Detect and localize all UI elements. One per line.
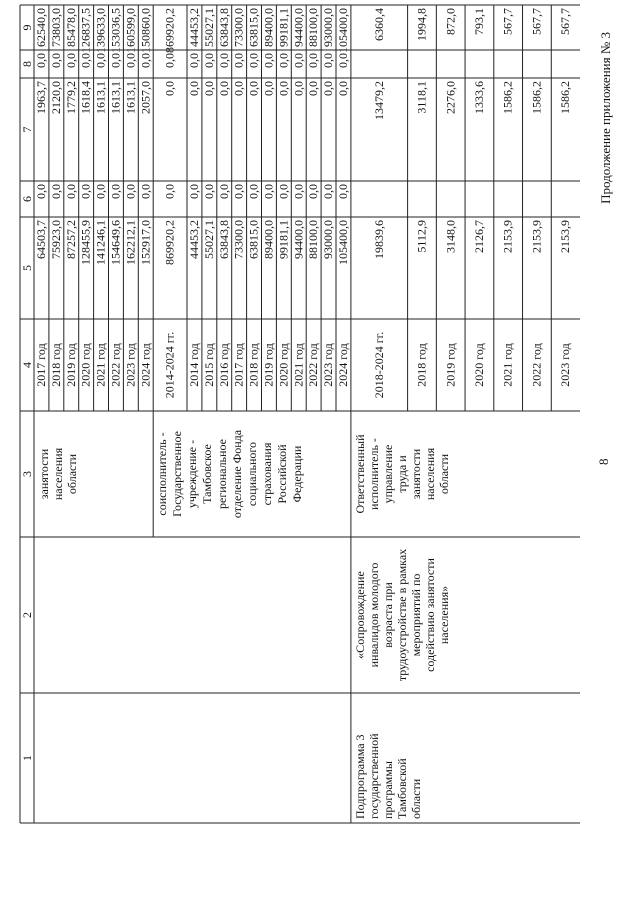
- section-b-row-6-year: 2020 год: [276, 343, 291, 387]
- section-a-row-1-col5: 75923,0: [48, 220, 63, 259]
- section-b-row-0-col5: 44453,2: [187, 220, 201, 259]
- section-c-row-3-year: 2021 год: [500, 343, 515, 387]
- section-b-row-4-col7: 0,0: [246, 81, 261, 96]
- section-a-row-6-col9: 160599,0: [123, 8, 138, 53]
- section-b-executor-line-8: Российской: [275, 444, 290, 504]
- section-a-row-1-col8: 0,0: [48, 53, 63, 68]
- section-b-row-5-col5: 89400,0: [261, 220, 276, 259]
- section-c-row-2-col7: 1333,6: [471, 81, 486, 114]
- section-b-row-8-col7: 0,0: [306, 81, 321, 96]
- section-c-row-3-col7: 1586,2: [500, 81, 515, 114]
- section-a-row-5-col8: 0,0: [108, 53, 123, 68]
- section-b-row-6-col8: 0,0: [276, 53, 291, 68]
- section-b-row-4-year: 2018 год: [246, 343, 261, 387]
- section-c-row-3-col9: 567,7: [500, 8, 515, 35]
- section-a-row-1-col7: 2120,0: [48, 81, 63, 114]
- section-b-row-10-col8: 0,0: [336, 53, 350, 68]
- section-b-row-5-col8: 0,0: [261, 53, 276, 68]
- section-b-row-9-col8: 0,0: [321, 53, 336, 68]
- section-b-row-7-col5: 94400,0: [291, 220, 306, 259]
- section-a-row-7-col9: 150860,0: [138, 8, 153, 53]
- section-a-row-7-col8: 0,0: [138, 53, 153, 68]
- appendix-title: Продолжение приложения № 3: [598, 32, 613, 204]
- section-a-row-1-col9: 73803,0: [48, 8, 63, 47]
- section-a-row-4-col7: 1613,1: [93, 81, 108, 114]
- section-b-row-8-col9: 88100,0: [306, 8, 321, 47]
- section-b-row-2-col7: 0,0: [216, 81, 231, 96]
- section-b-row-6-col7: 0,0: [276, 81, 291, 96]
- section-b-executor-line-1: Государственное: [170, 431, 185, 517]
- section-a-row-3-year: 2020 год: [78, 343, 93, 387]
- section-b-row-2-year: 2016 год: [216, 343, 231, 387]
- section-b-row-10-year: 2024 год: [336, 343, 350, 387]
- section-b-row-4-col6: 0,0: [246, 184, 261, 199]
- column-header-5: 5: [20, 265, 34, 271]
- section-b-row-3-col5: 73300,0: [231, 220, 246, 259]
- section-c-program-line-0: Подпрограмма 3: [352, 734, 367, 819]
- section-c-title-line-1: инвалидов молодого: [366, 562, 381, 668]
- section-c-executor-line-1: исполнитель -: [366, 438, 381, 510]
- section-c-title-line-4: мероприятий по: [408, 573, 423, 657]
- section-b-row-2-col8: 0,0: [216, 53, 231, 68]
- section-b-row-3-year: 2017 год: [231, 343, 246, 387]
- column-header-6: 6: [20, 196, 34, 202]
- section-a-row-2-col7: 1779,2: [63, 81, 78, 114]
- section-a-row-5-year: 2022 год: [108, 343, 123, 387]
- section-a-row-0-year: 2017 год: [34, 343, 48, 387]
- section-a-row-7-col6: 0,0: [138, 184, 153, 199]
- section-c-row-2-col9: 793,1: [471, 8, 486, 35]
- section-a-executor-line-2: области: [65, 453, 79, 495]
- section-b-row-7-col7: 0,0: [291, 81, 306, 96]
- section-b-row-5-col7: 0,0: [261, 81, 276, 96]
- section-b-row-3-col7: 0,0: [231, 81, 246, 96]
- section-a-row-6-col7: 1613,1: [123, 81, 138, 114]
- section-b-executor-line-4: региональное: [215, 439, 230, 509]
- section-a-row-2-col9: 85478,0: [63, 8, 78, 47]
- section-c-executor-line-4: занятости: [408, 448, 423, 500]
- section-c-row-1-col7: 2276,0: [443, 81, 458, 114]
- section-a-row-2-col8: 0,0: [63, 53, 78, 68]
- section-a-row-4-col5: 141246,1: [93, 220, 108, 265]
- section-b-row-8-col6: 0,0: [306, 184, 321, 199]
- section-c-title-line-2: возраста при: [380, 582, 395, 648]
- section-b-row-5-col9: 89400,0: [261, 8, 276, 47]
- section-a-row-0-col6: 0,0: [34, 184, 48, 199]
- section-b-row-3-col9: 73300,0: [231, 8, 246, 47]
- section-b-row-0-col9: 44453,2: [187, 8, 201, 47]
- section-b-row-9-col9: 93000,0: [321, 8, 336, 47]
- section-b-row-9-col7: 0,0: [321, 81, 336, 96]
- section-c-row-5-col7: 1586,2: [558, 81, 573, 114]
- section-c-row-0-col7: 3118,1: [414, 81, 429, 114]
- section-a-row-4-col6: 0,0: [93, 184, 108, 199]
- section-c-row-2-col5: 2126,7: [471, 220, 486, 253]
- section-c-row-4-col9: 567,7: [529, 8, 544, 35]
- section-b-row-10-col7: 0,0: [336, 81, 350, 96]
- section-b-row-6-col6: 0,0: [276, 184, 291, 199]
- section-a-row-5-col9: 153036,5: [108, 8, 123, 53]
- section-b-executor-line-0: соисполнитель -: [155, 432, 170, 516]
- section-a-row-3-col5: 128455,9: [78, 220, 93, 265]
- section-c-row-3-col5: 2153,9: [500, 220, 515, 253]
- section-b-executor-line-3: Тамбовское: [200, 444, 215, 504]
- section-c-title-line-5: содействию занятости: [422, 558, 437, 672]
- section-b-total-col5: 869920,2: [162, 220, 177, 265]
- section-b-row-8-col5: 88100,0: [306, 220, 321, 259]
- section-b-row-10-col9: 105400,0: [336, 8, 350, 53]
- section-c-row-0-year: 2018 год: [414, 343, 429, 387]
- section-b-row-0-col7: 0,0: [187, 81, 201, 96]
- section-c-row-4-col5: 2153,9: [529, 220, 544, 253]
- section-a-row-4-col9: 139633,0: [93, 8, 108, 53]
- column-header-9: 9: [20, 24, 34, 31]
- section-a-row-7-year: 2024 год: [138, 343, 153, 387]
- section-a-row-0-col5: 64503,7: [34, 220, 48, 259]
- section-b-row-3-col8: 0,0: [231, 53, 246, 68]
- section-b-total-col7: 0,0: [162, 81, 177, 96]
- section-b-executor-line-5: отделение Фонда: [230, 429, 245, 519]
- section-b-row-10-col6: 0,0: [336, 184, 350, 199]
- column-header-8: 8: [20, 61, 34, 67]
- section-a-row-7-col7: 2057,0: [138, 81, 153, 114]
- section-c-total-col5: 19839,6: [371, 220, 386, 259]
- section-a-row-1-year: 2018 год: [48, 343, 63, 387]
- section-a-executor-line-0: занятости: [37, 448, 51, 500]
- section-b-row-4-col5: 63815,0: [246, 220, 261, 259]
- section-b-executor-line-7: страхования: [260, 442, 275, 506]
- section-b-total-col8: 0,0: [162, 53, 177, 68]
- section-b-row-7-col9: 94400,0: [291, 8, 306, 47]
- section-a-row-3-col7: 1618,4: [78, 81, 93, 114]
- section-a-row-2-col6: 0,0: [63, 184, 78, 199]
- section-b-row-1-year: 2015 год: [201, 343, 216, 387]
- section-c-row-2-year: 2020 год: [471, 343, 486, 387]
- section-c-title-line-6: населения»: [436, 585, 451, 645]
- section-a-row-4-year: 2021 год: [93, 343, 108, 387]
- section-b-row-2-col5: 63843,8: [216, 220, 231, 259]
- section-b-row-0-col6: 0,0: [187, 184, 201, 199]
- section-b-row-3-col6: 0,0: [231, 184, 246, 199]
- section-c-row-1-year: 2019 год: [443, 343, 458, 387]
- column-header-4: 4: [20, 362, 34, 368]
- section-b-row-8-col8: 0,0: [306, 53, 321, 68]
- section-b-row-6-col5: 99181,1: [276, 220, 291, 259]
- section-b-executor-line-6: социального: [245, 441, 260, 507]
- section-c-row-4-year: 2022 год: [529, 343, 544, 387]
- section-c-row-0-col9: 1994,8: [414, 8, 429, 41]
- section-c-program-line-1: государственной: [366, 733, 381, 819]
- section-b-row-1-col6: 0,0: [201, 184, 216, 199]
- section-c-title-line-0: «Сопровождение: [352, 571, 367, 659]
- section-b-row-5-year: 2019 год: [261, 343, 276, 387]
- section-c-total-col9: 6360,4: [371, 8, 386, 41]
- section-c-program-line-3: Тамбовской: [394, 758, 409, 819]
- section-b-row-1-col7: 0,0: [201, 81, 216, 96]
- column-header-2: 2: [20, 612, 34, 618]
- section-b-total-col9: 869920,2: [162, 8, 177, 53]
- section-b-executor-line-2: учреждение -: [185, 439, 200, 509]
- section-c-row-1-col9: 872,0: [443, 8, 458, 35]
- section-b-row-0-col8: 0,0: [187, 53, 201, 68]
- section-a-row-5-col5: 154649,6: [108, 220, 123, 265]
- section-c-row-1-col5: 3148,0: [443, 220, 458, 253]
- section-c-executor-line-6: области: [436, 453, 451, 495]
- section-b-row-0-year: 2014 год: [187, 343, 201, 387]
- section-c-executor-line-5: населения: [422, 447, 437, 501]
- section-b-row-10-col5: 105400,0: [336, 220, 350, 265]
- section-a-row-1-col6: 0,0: [48, 184, 63, 199]
- section-a-row-6-col5: 162212,1: [123, 220, 138, 265]
- section-c-executor-line-3: труда и: [394, 455, 409, 493]
- section-a-row-3-col6: 0,0: [78, 184, 93, 199]
- section-c-executor-line-2: управление: [380, 444, 395, 504]
- section-a-row-6-year: 2023 год: [123, 343, 138, 387]
- section-a-executor-line-1: населения: [51, 447, 65, 501]
- section-a-row-3-col8: 0,0: [78, 53, 93, 68]
- section-a-row-2-year: 2019 год: [63, 343, 78, 387]
- column-header-1: 1: [20, 755, 34, 761]
- section-c-row-4-col7: 1586,2: [529, 81, 544, 114]
- section-a-row-7-col5: 152917,0: [138, 220, 153, 265]
- section-b-row-5-col6: 0,0: [261, 184, 276, 199]
- section-c-executor-line-0: Ответственный: [352, 434, 367, 514]
- section-b-row-1-col8: 0,0: [201, 53, 216, 68]
- section-b-row-7-col6: 0,0: [291, 184, 306, 199]
- section-b-row-2-col9: 63843,8: [216, 8, 231, 47]
- section-b-row-8-year: 2022 год: [306, 343, 321, 387]
- section-b-row-1-col9: 55027,1: [201, 8, 216, 47]
- section-c-total-year: 2018-2024 гг.: [371, 331, 386, 399]
- section-b-row-9-year: 2023 год: [321, 343, 336, 387]
- section-b-row-9-col6: 0,0: [321, 184, 336, 199]
- section-a-row-4-col8: 0,0: [93, 53, 108, 68]
- column-header-3: 3: [20, 471, 34, 477]
- section-b-row-4-col9: 63815,0: [246, 8, 261, 47]
- section-b-row-1-col5: 55027,1: [201, 220, 216, 259]
- section-a-row-6-col6: 0,0: [123, 184, 138, 199]
- section-c-row-5-col9: 567,7: [558, 8, 573, 35]
- section-c-program-line-4: области: [408, 778, 423, 819]
- section-a-row-0-col9: 62540,0: [34, 8, 48, 47]
- section-c-row-5-col5: 2153,9: [558, 220, 573, 253]
- section-c-title-line-3: трудоустройстве в рамках: [394, 548, 409, 682]
- section-a-row-0-col7: 1963,7: [34, 81, 48, 114]
- section-c-program-line-2: программы: [380, 761, 395, 819]
- section-b-row-4-col8: 0,0: [246, 53, 261, 68]
- section-a-row-5-col7: 1613,1: [108, 81, 123, 114]
- section-b-row-2-col6: 0,0: [216, 184, 231, 199]
- section-b-row-9-col5: 93000,0: [321, 220, 336, 259]
- section-a-row-0-col8: 0,0: [34, 53, 48, 68]
- section-b-row-6-col9: 99181,1: [276, 8, 291, 47]
- section-a-row-3-col9: 126837,5: [78, 8, 93, 53]
- section-a-row-5-col6: 0,0: [108, 184, 123, 199]
- column-header-7: 7: [20, 126, 34, 133]
- section-c-row-0-col5: 5112,9: [414, 220, 429, 253]
- section-c-row-5-year: 2023 год: [558, 343, 573, 387]
- section-b-row-7-col8: 0,0: [291, 53, 306, 68]
- section-b-total-col6: 0,0: [162, 184, 177, 199]
- section-a-row-6-col8: 0,0: [123, 53, 138, 68]
- section-b-total-year: 2014-2024 гг.: [162, 331, 177, 399]
- page-number: 8: [596, 458, 611, 465]
- section-b-row-7-year: 2021 год: [291, 343, 306, 387]
- section-c-total-col7: 13479,2: [371, 81, 386, 120]
- section-a-row-2-col5: 87257,2: [63, 220, 78, 259]
- section-b-executor-line-9: Федерации: [290, 445, 305, 503]
